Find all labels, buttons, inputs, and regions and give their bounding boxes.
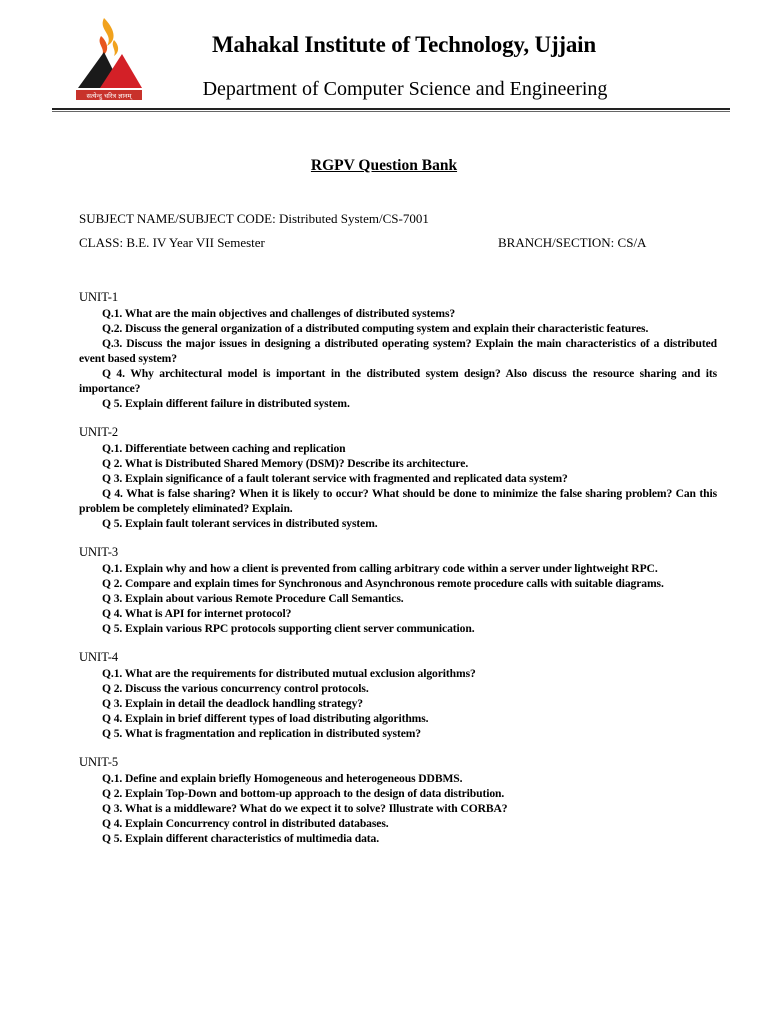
question-item: Q 5. What is fragmentation and replication in distributed system?	[102, 727, 422, 740]
unit-title: UNIT-4	[79, 650, 119, 664]
question-item: Q.2. Discuss the general organization of a distributed computing system and explain their characteristic features.	[102, 322, 649, 335]
class-line: CLASS: B.E. IV Year VII Semester	[79, 235, 265, 250]
unit-title: UNIT-3	[79, 545, 119, 559]
document-title: RGPV Question Bank	[310, 157, 458, 174]
question-item: Q 3. Explain significance of a fault tolerant service with fragmented and replicated data system?	[102, 472, 568, 485]
question-item: Q 4. What is API for internet protocol?	[102, 607, 292, 620]
question-item: Q.1. Explain why and how a client is prevented from calling arbitrary code within a server under lightweight RPC.	[102, 562, 658, 575]
question-item: Q.1. Define and explain briefly Homogeneous and heterogeneous DDBMS.	[102, 772, 463, 785]
header-divider	[52, 108, 730, 110]
question-item: Q 2. What is Distributed Shared Memory (DSM)? Describe its architecture.	[102, 457, 469, 470]
question-item: Q 5. Explain various RPC protocols supporting client server communication.	[102, 622, 475, 635]
question-item: Q.1. What are the main objectives and challenges of distributed systems?	[102, 307, 456, 320]
question-item: Q 2. Compare and explain times for Synchronous and Asynchronous remote procedure calls with suitable diagrams.	[102, 577, 664, 590]
question-units	[79, 290, 717, 860]
logo-caption: सत्येन्दु चरित्र ज्ञानम्	[86, 92, 132, 100]
institute-name: Mahakal Institute of Technology, Ujjain	[212, 32, 596, 57]
unit-title: UNIT-5	[79, 755, 119, 769]
header-divider-thin	[52, 111, 730, 112]
question-item: Q 5. Explain different failure in distributed system.	[102, 397, 350, 410]
question-item: Q.1. Differentiate between caching and replication	[102, 442, 346, 455]
question-item: Q 4. Explain in brief different types of load distributing algorithms.	[102, 712, 429, 725]
question-item: Q 2. Discuss the various concurrency control protocols.	[102, 682, 369, 695]
question-item: Q 3. Explain in detail the deadlock handling strategy?	[102, 697, 363, 710]
question-item: Q 3. Explain about various Remote Procedure Call Semantics.	[102, 592, 404, 605]
unit-1-section	[79, 290, 717, 411]
unit-4-section	[79, 650, 717, 741]
question-item: Q 5. Explain different characteristics of multimedia data.	[102, 832, 380, 845]
branch-line: BRANCH/SECTION: CS/A	[498, 235, 647, 250]
subject-line: SUBJECT NAME/SUBJECT CODE: Distributed System/CS-7001	[79, 211, 429, 226]
question-item: Q 4. What is false sharing? When it is likely to occur? What should be done to minimize the false sharing problem? Can this problem be completely eliminated? Explain.	[79, 487, 717, 515]
question-item: Q 4. Explain Concurrency control in distributed databases.	[102, 817, 389, 830]
institute-logo	[74, 12, 146, 104]
question-item: Q 2. Explain Top-Down and bottom-up approach to the design of data distribution.	[102, 787, 505, 800]
department-name: Department of Computer Science and Engineering	[202, 78, 608, 100]
question-item: Q 4. Why architectural model is important in the distributed system design? Also discuss the resource sharing and its importance?	[79, 367, 717, 395]
unit-title: UNIT-2	[79, 425, 119, 439]
question-item: Q 5. Explain fault tolerant services in distributed system.	[102, 517, 378, 530]
question-item: Q.1. What are the requirements for distributed mutual exclusion algorithms?	[102, 667, 476, 680]
unit-title: UNIT-1	[79, 290, 119, 304]
unit-5-section	[79, 755, 717, 846]
unit-2-section	[79, 425, 717, 531]
question-item: Q 3. What is a middleware? What do we expect it to solve? Illustrate with CORBA?	[102, 802, 508, 815]
unit-3-section	[79, 545, 717, 636]
question-item: Q.3. Discuss the major issues in designing a distributed operating system? Explain the main characteristics of a distributed event based system?	[79, 337, 717, 365]
